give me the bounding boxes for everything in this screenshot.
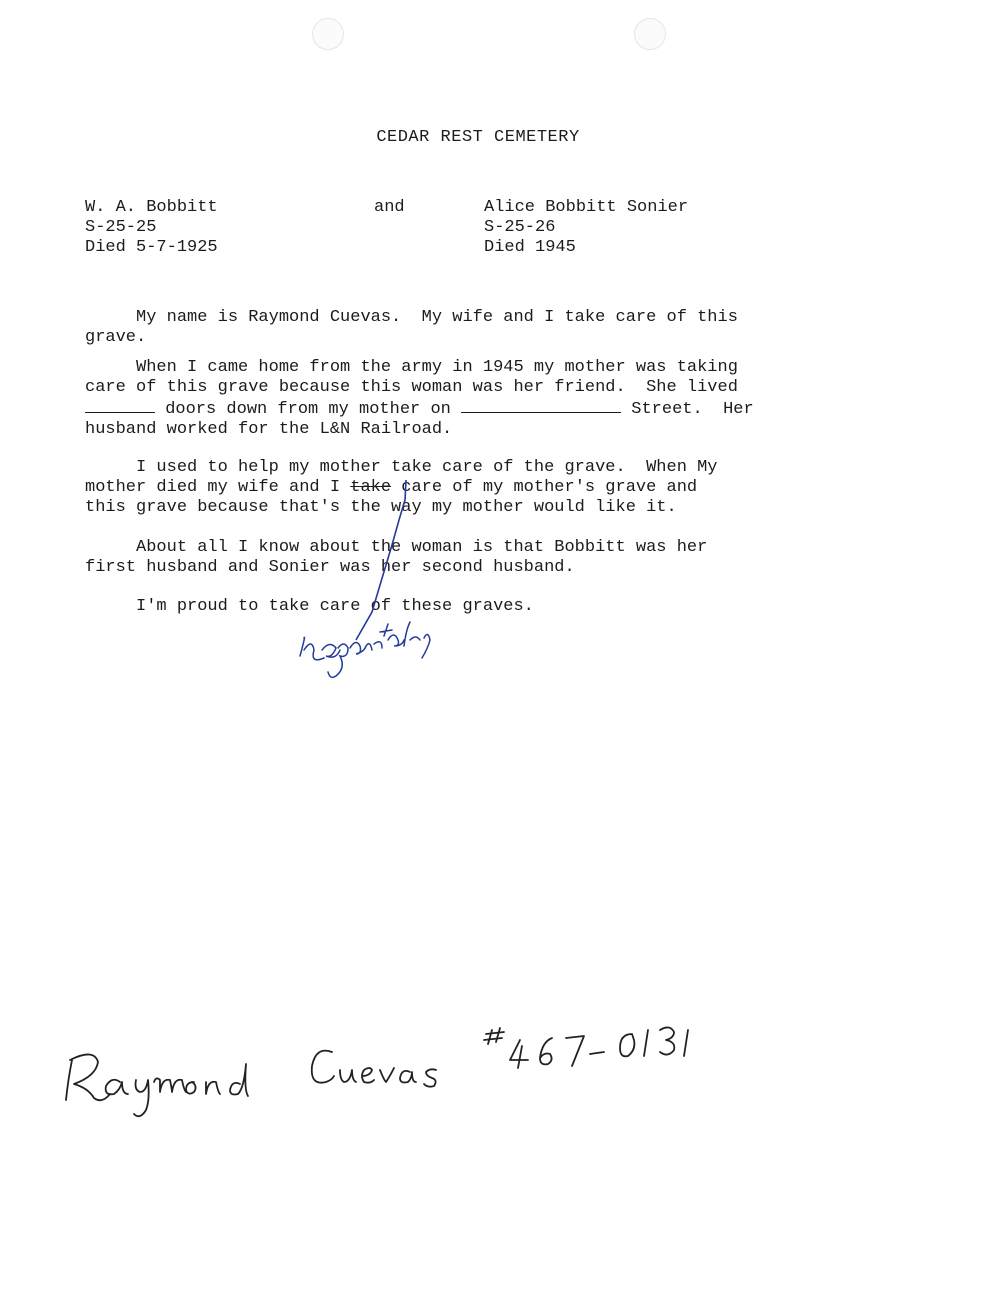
signature-letter — [154, 1078, 186, 1092]
signature-letter — [106, 1080, 128, 1095]
signature-letter — [380, 1068, 394, 1082]
signature-number — [566, 1036, 584, 1066]
signature-number — [684, 1030, 688, 1056]
paragraph-line: first husband and Sonier was her second husband. — [85, 558, 575, 577]
signature-number — [540, 1038, 552, 1064]
paragraph-line: My name is Raymond Cuevas. My wife and I take care of this — [85, 308, 738, 327]
paragraph-line: husband worked for the L&N Railroad. — [85, 420, 453, 439]
left-person-died: Died 5-7-1925 — [85, 238, 218, 257]
paragraph-text: care of my mother's grave and — [391, 478, 698, 497]
signature-letter — [362, 1068, 374, 1083]
struck-word: take — [350, 478, 392, 497]
left-person-name: W. A. Bobbitt — [85, 198, 218, 217]
right-person-plot: S-25-26 — [484, 218, 556, 237]
document-title: CEDAR REST CEMETERY — [376, 128, 580, 147]
right-person-name: Alice Bobbitt Sonier — [484, 198, 689, 217]
signature-letter — [230, 1064, 248, 1096]
signature-letter — [400, 1071, 416, 1083]
paragraph-line: I used to help my mother take care of the grave. When My — [85, 458, 718, 477]
signature-number — [620, 1034, 634, 1056]
signature-letter — [186, 1082, 196, 1094]
signature-letter — [312, 1051, 334, 1083]
paragraph-line: About all I know about the woman is that Bobbitt was her — [85, 538, 708, 557]
paragraph-text: doors down from my mother on — [155, 400, 462, 419]
signature-number — [510, 1040, 528, 1068]
signature-number — [484, 1028, 504, 1044]
signature-letter — [340, 1070, 356, 1082]
paragraph-text: mother died my wife and I — [85, 478, 351, 497]
signature-number — [644, 1030, 648, 1056]
right-person-died: Died 1945 — [484, 238, 576, 257]
signature-number — [660, 1027, 674, 1054]
signature-letter — [424, 1069, 436, 1086]
signature-letter — [66, 1054, 110, 1100]
paragraph-line: care of this grave because this woman was her friend. She lived — [85, 378, 738, 397]
paragraph-text: Street. Her — [621, 400, 754, 419]
paragraph-line: this grave because that's the way my mother would like it. — [85, 498, 677, 517]
paragraph-line: When I came home from the army in 1945 my mother was taking — [85, 358, 738, 377]
left-person-plot: S-25-25 — [85, 218, 157, 237]
paragraph-line: grave. — [85, 328, 147, 347]
conjunction: and — [374, 198, 405, 217]
paragraph-line: I'm proud to take care of these graves. — [85, 597, 534, 616]
signature-number — [590, 1052, 604, 1054]
signature-letter — [206, 1082, 220, 1094]
signature-letter — [134, 1080, 149, 1116]
